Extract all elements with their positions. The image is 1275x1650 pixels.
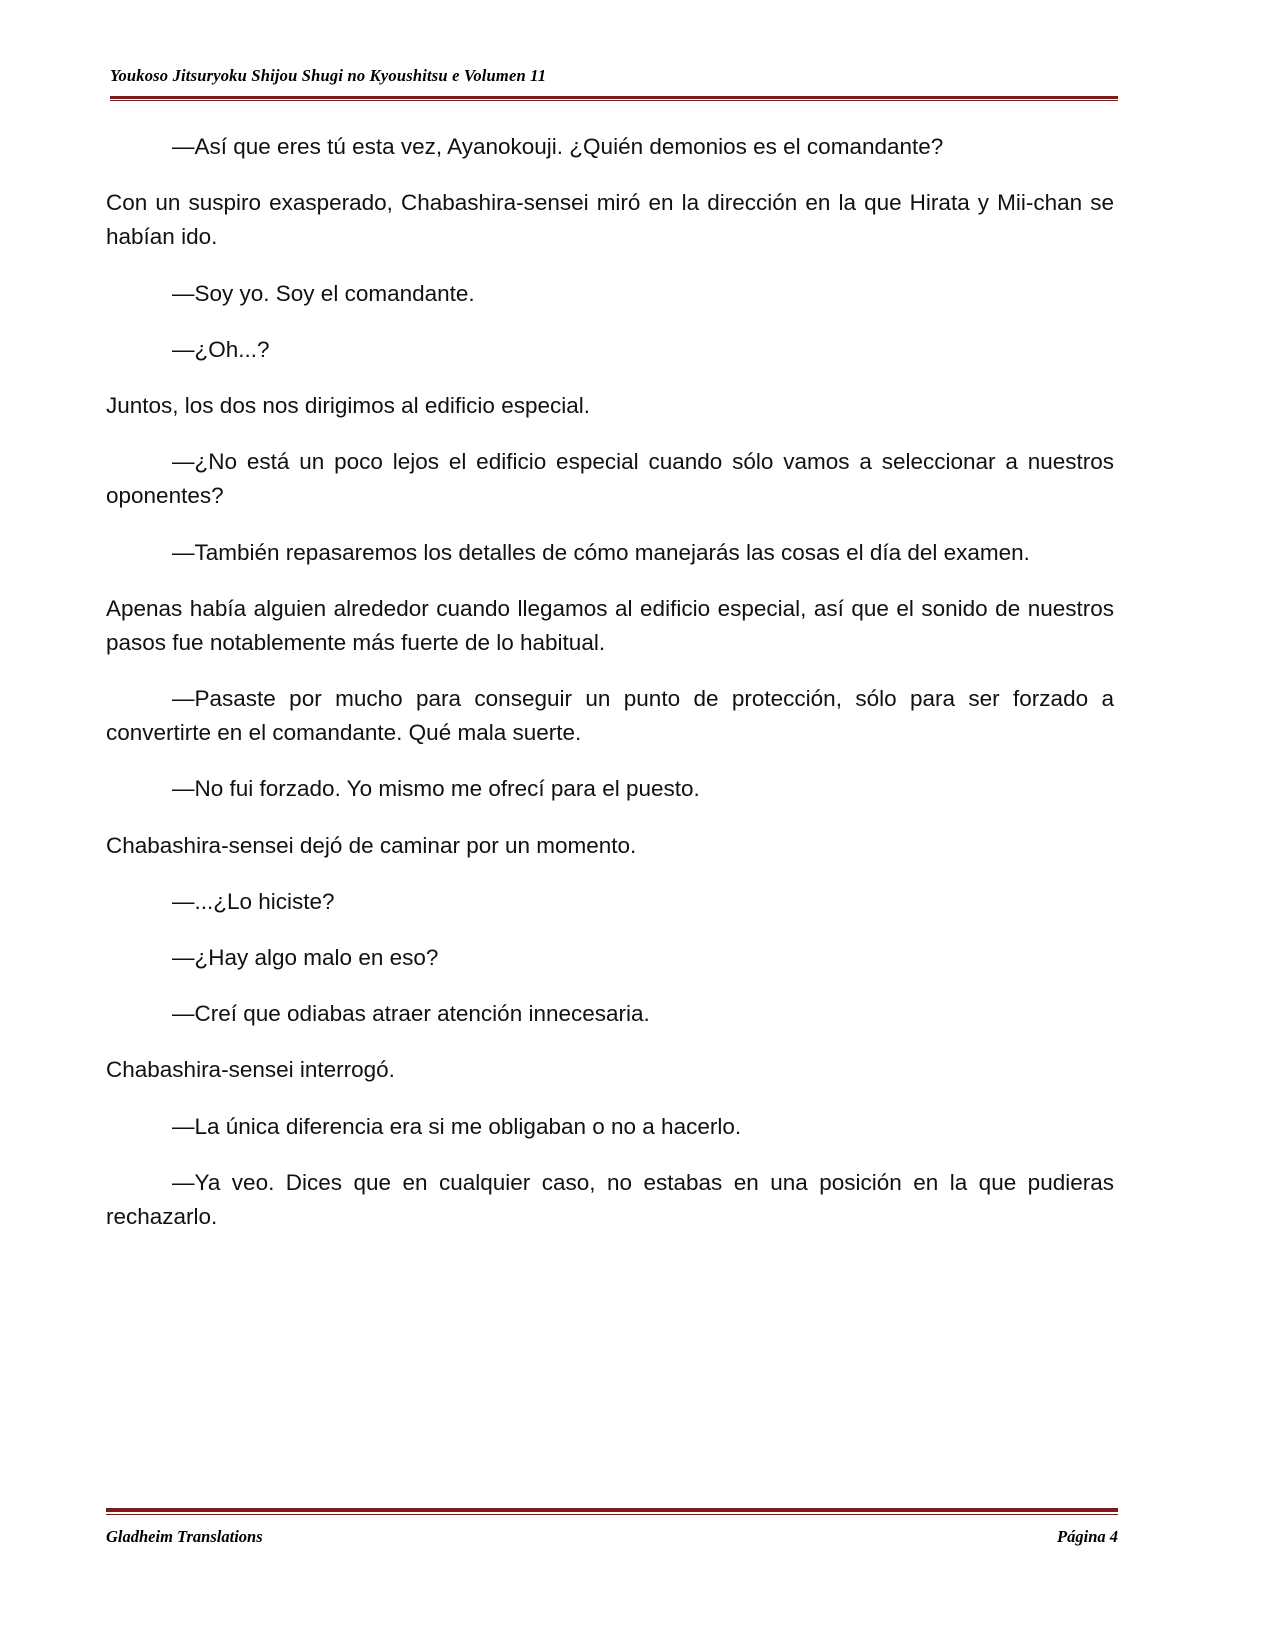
body-text [106, 130, 1114, 1256]
page-footer [106, 1527, 1118, 1547]
page-number: Página 4 [1057, 1527, 1118, 1546]
paragraph: —¿Hay algo malo en eso? [172, 945, 439, 970]
paragraph: —Pasaste por mucho para conseguir un punto de protección, sólo para ser forzado a convertirte en el comandante. Qué mala suerte. [106, 686, 1114, 746]
paragraph: —Soy yo. Soy el comandante. [172, 280, 475, 306]
paragraph: —La única diferencia era si me obligaban o no a hacerlo. [172, 1113, 742, 1139]
paragraph: Con un suspiro exasperado, Chabashira-sensei miró en la dirección en la que Hirata y Mii-chan se habían ido. [106, 190, 1114, 250]
header-divider-thin [110, 100, 1118, 101]
paragraph: Chabashira-sensei dejó de caminar por un momento. [106, 832, 637, 858]
paragraph: —¿Oh...? [172, 336, 270, 362]
paragraph: —No fui forzado. Yo mismo me ofrecí para el puesto. [172, 776, 700, 802]
page-header [110, 66, 1110, 86]
paragraph: —También repasaremos los detalles de cómo manejarás las cosas el día del examen. [172, 539, 1030, 565]
header-title: Youkoso Jitsuryoku Shijou Shugi no Kyoushitsu e Volumen 11 [110, 66, 547, 85]
header-divider [110, 96, 1118, 99]
footer-credit: Gladheim Translations [106, 1527, 263, 1546]
paragraph: —Así que eres tú esta vez, Ayanokouji. ¿Quién demonios es el comandante? [172, 134, 944, 159]
paragraph: Chabashira-sensei interrogó. [106, 1057, 395, 1083]
footer-divider [106, 1508, 1118, 1512]
paragraph: —...¿Lo hiciste? [172, 888, 335, 914]
paragraph: —Ya veo. Dices que en cualquier caso, no estabas en una posición en la que pudieras rechazarlo. [106, 1169, 1114, 1229]
footer-divider-thin [106, 1514, 1118, 1515]
paragraph: —¿No está un poco lejos el edificio especial cuando sólo vamos a seleccionar a nuestros oponentes? [106, 449, 1114, 509]
paragraph: Juntos, los dos nos dirigimos al edificio especial. [106, 392, 590, 418]
paragraph: —Creí que odiabas atraer atención innecesaria. [172, 1001, 650, 1027]
paragraph: Apenas había alguien alrededor cuando llegamos al edificio especial, así que el sonido de nuestros pasos fue notablemente más fuerte de lo habitual. [106, 595, 1114, 655]
